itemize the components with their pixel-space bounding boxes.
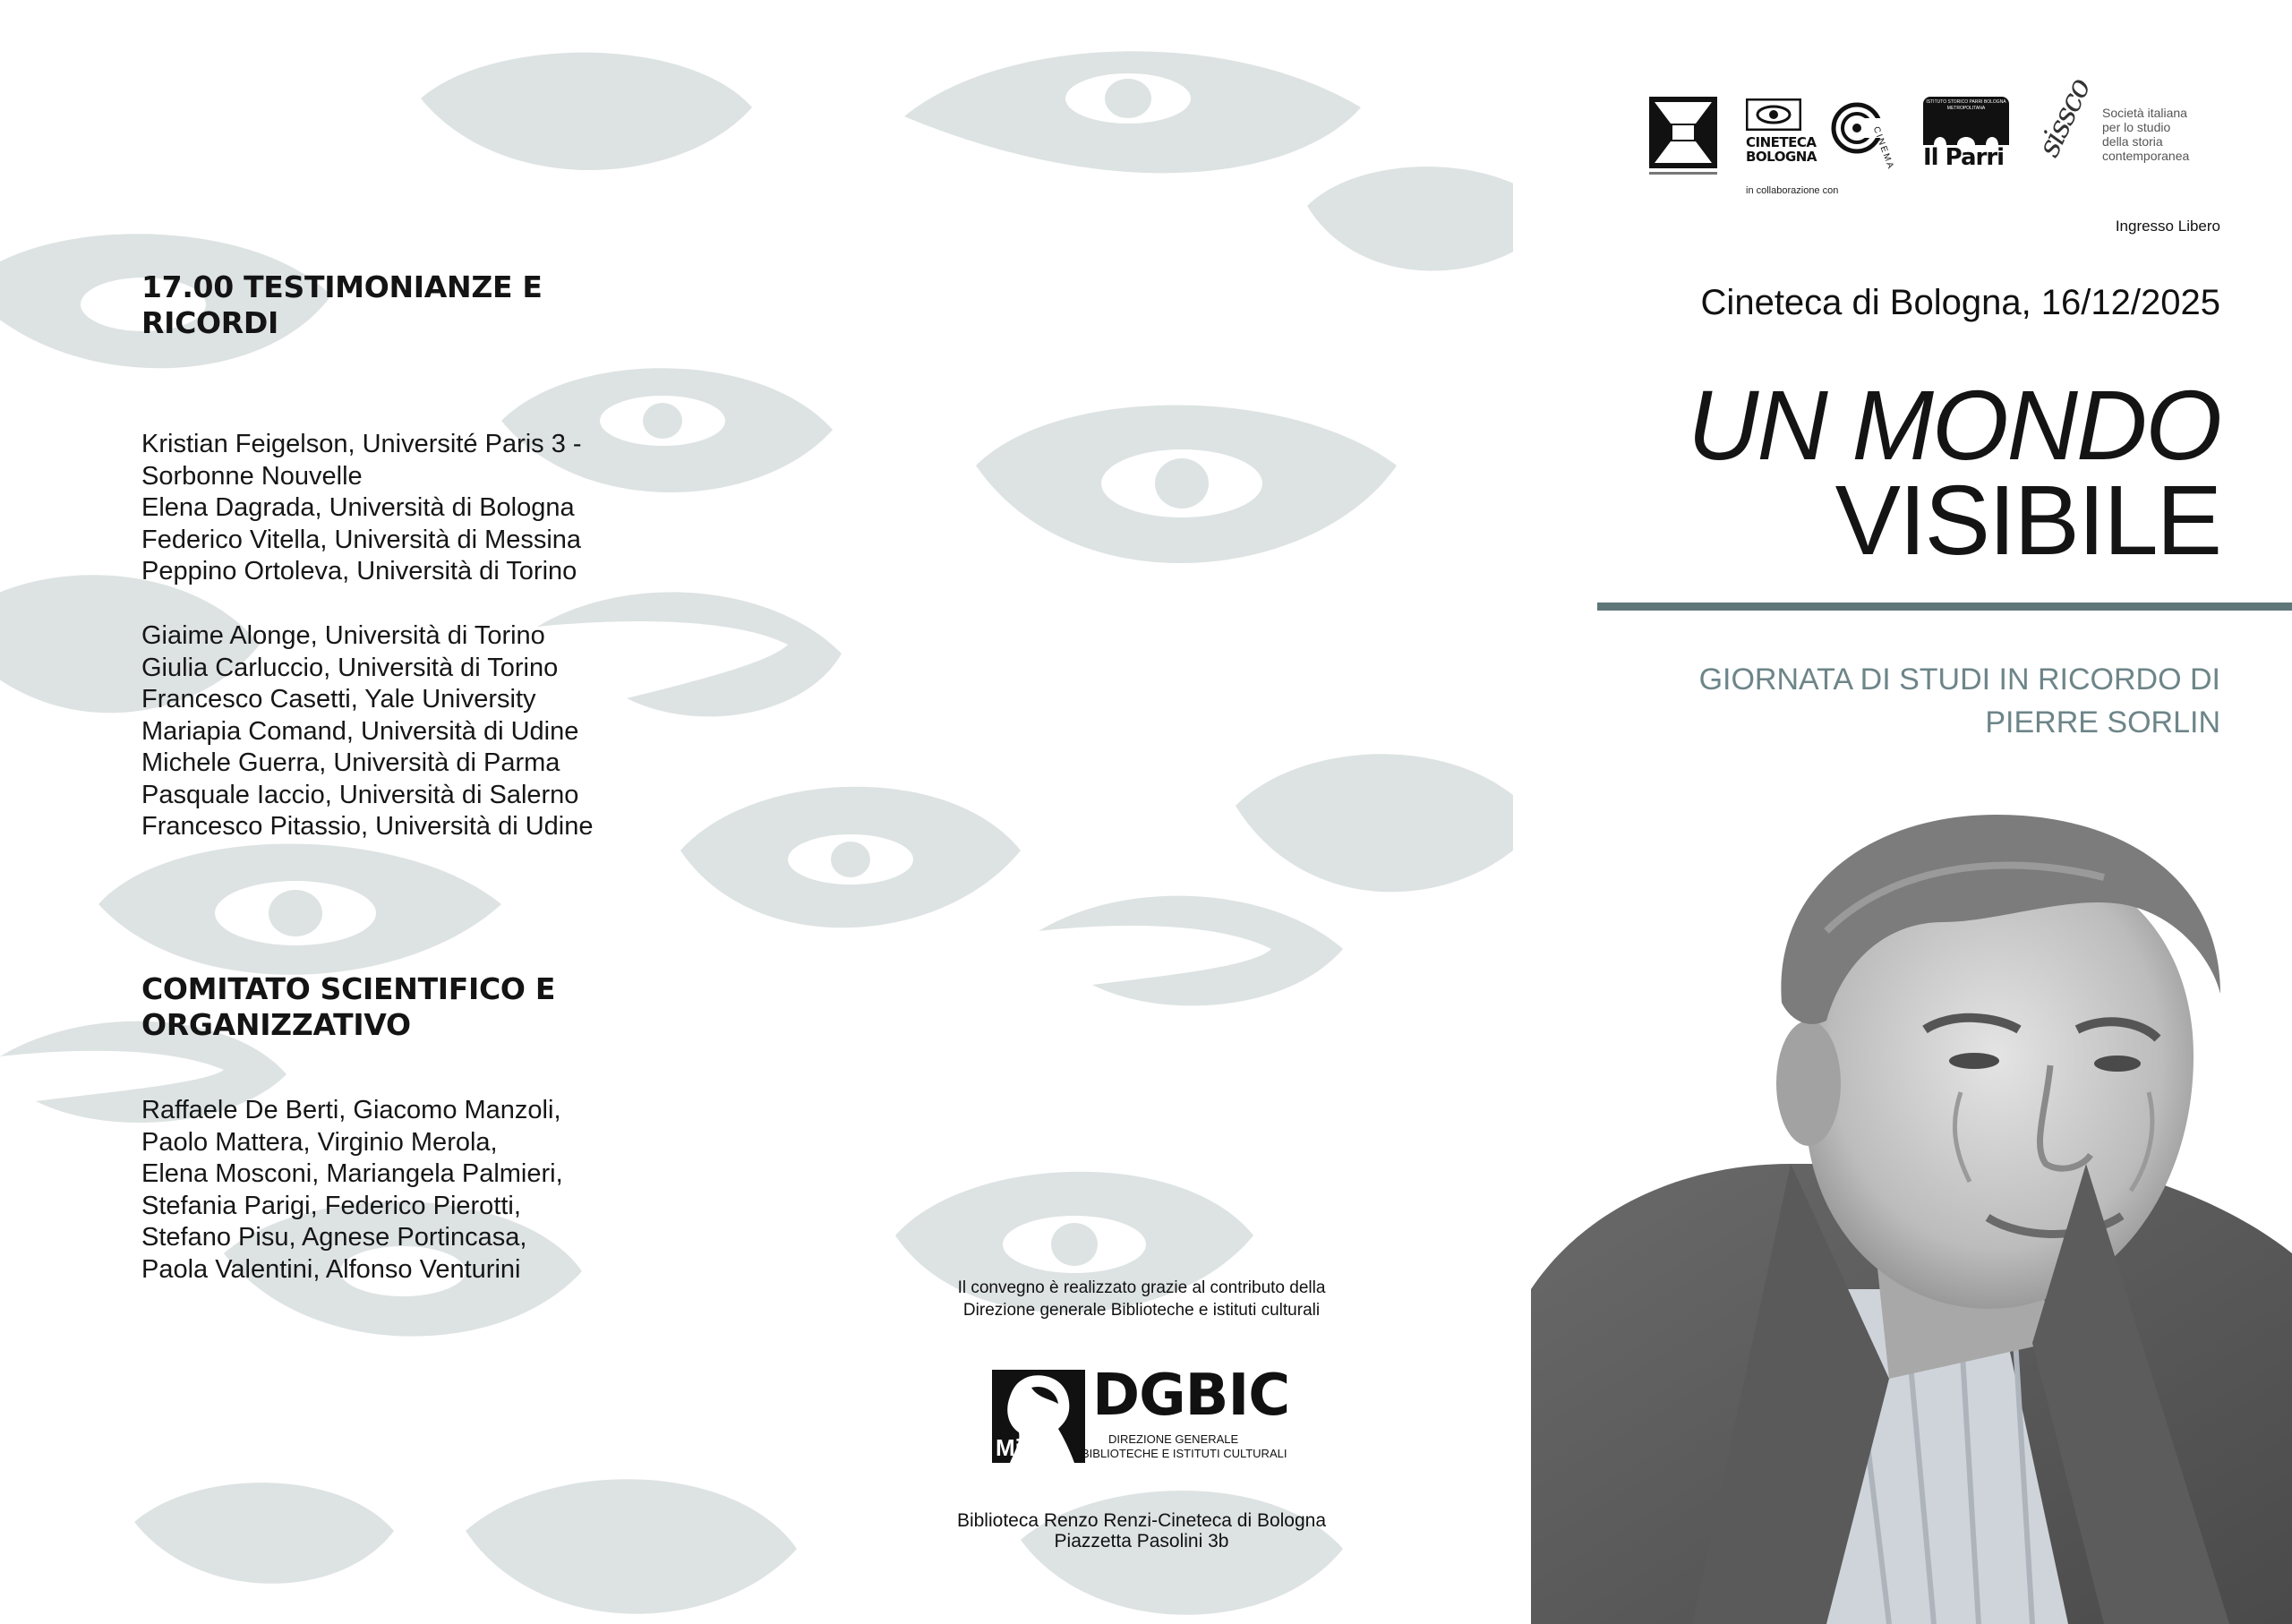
portrait-photo [1531,788,2292,1624]
collaboration-note: in collaborazione con [1746,185,1839,196]
speaker-line: Francesco Casetti, Yale University [141,685,536,714]
committee-line: Stefania Parigi, Federico Pierotti, [141,1191,521,1220]
speaker-line: Giaime Alonge, Università di Torino [141,621,545,650]
title-line-1: UN MONDO [1687,371,2220,481]
place-date: Cineteca di Bologna, 16/12/2025 [1700,283,2220,322]
cinema-label: CINEMA [1870,125,1896,172]
mic-label: MiC [996,1434,1039,1461]
committee-line: Stefano Pisu, Agnese Portincasa, [141,1223,527,1252]
title-line-2: VISIBILE [1834,466,2220,576]
cineteca-line-1: CINETECA [1746,134,1817,150]
eye-icon [1746,98,1801,131]
title-rule [1597,603,2292,611]
dgbic-name: DGBIC [1092,1363,1290,1429]
parri-subtitle: ISTITUTO STORICO PARRI BOLOGNA METROPOLITANA [1923,97,2009,125]
funding-note-line: Direzione generale Biblioteche e istituti culturali [962,1301,1321,1320]
speaker-line: Peppino Ortoleva, Università di Torino [141,557,577,585]
speaker-line: Francesco Pitassio, Università di Udine [141,812,594,841]
cineteca-line-2: BOLOGNA [1746,149,1817,165]
subtitle [1699,658,2220,744]
committee-line: Elena Mosconi, Mariangela Palmieri, [141,1159,563,1188]
subtitle-line-1: GIORNATA DI STUDI IN RICORDO DI [1698,662,2220,697]
cinema-logo [1830,98,1898,175]
subtitle-line-2: PIERRE SORLIN [1985,705,2220,739]
parri-arches-icon [1923,125,2009,145]
sissco-text [2102,106,2189,163]
committee-line: Paola Valentini, Alfonso Venturini [141,1254,521,1284]
speaker-line: Federico Vitella, Università di Messina [141,525,582,554]
venue-line: Piazzetta Pasolini 3b [1054,1531,1229,1551]
speakers-group-1 [141,429,582,588]
speaker-line: Kristian Feigelson, Université Paris 3 - [141,430,582,458]
funding-note [904,1277,1379,1321]
dgbic-logo [992,1363,1314,1468]
speaker-line: Elena Dagrada, Università di Bologna [141,493,575,522]
cineteca-bologna-logo [1746,98,1817,165]
airsc-logo-mark [1649,97,1717,177]
venue-address [904,1510,1379,1551]
entry-note: Ingresso Libero [2115,218,2220,235]
dgbic-line-1: DIREZIONE GENERALE [1108,1432,1239,1446]
committee-line: Paolo Mattera, Virginio Merola, [141,1127,498,1157]
committee-line: Raffaele De Berti, Giacomo Manzoli, [141,1096,561,1124]
speaker-line: Michele Guerra, Università di Parma [141,748,560,777]
parri-name: Il Parri [1923,144,2005,171]
speaker-line: Sorbonne Nouvelle [141,461,363,491]
section-heading-comitato: COMITATO SCIENTIFICO E ORGANIZZATIVO [141,971,556,1042]
committee-list [141,1095,563,1286]
parri-logo [1923,97,2009,174]
venue-line: Biblioteca Renzo Renzi-Cineteca di Bologna [956,1510,1327,1531]
dgbic-line-2: BIBLIOTECHE E ISTITUTI CULTURALI [1082,1447,1287,1460]
sissco-logo [2031,73,2201,170]
airsc-logo [1649,97,1717,177]
sissco-line: contemporanea [2102,149,2190,163]
speaker-line: Mariapia Comand, Università di Udine [141,716,579,746]
sissco-line: Società italiana [2102,106,2187,120]
sissco-mark: sissco [2031,73,2098,163]
section-heading-testimonianze: 17.00 TESTIMONIANZE E RICORDI [141,269,543,340]
sissco-line: della storia [2102,134,2163,149]
speaker-line: Pasquale Iaccio, Università di Salerno [141,780,579,809]
speakers-group-2 [141,620,593,843]
speaker-line: Giulia Carluccio, Università di Torino [141,653,559,682]
funding-note-line: Il convegno è realizzato grazie al contributo della [957,1278,1326,1297]
sissco-line: per lo studio [2102,120,2171,134]
